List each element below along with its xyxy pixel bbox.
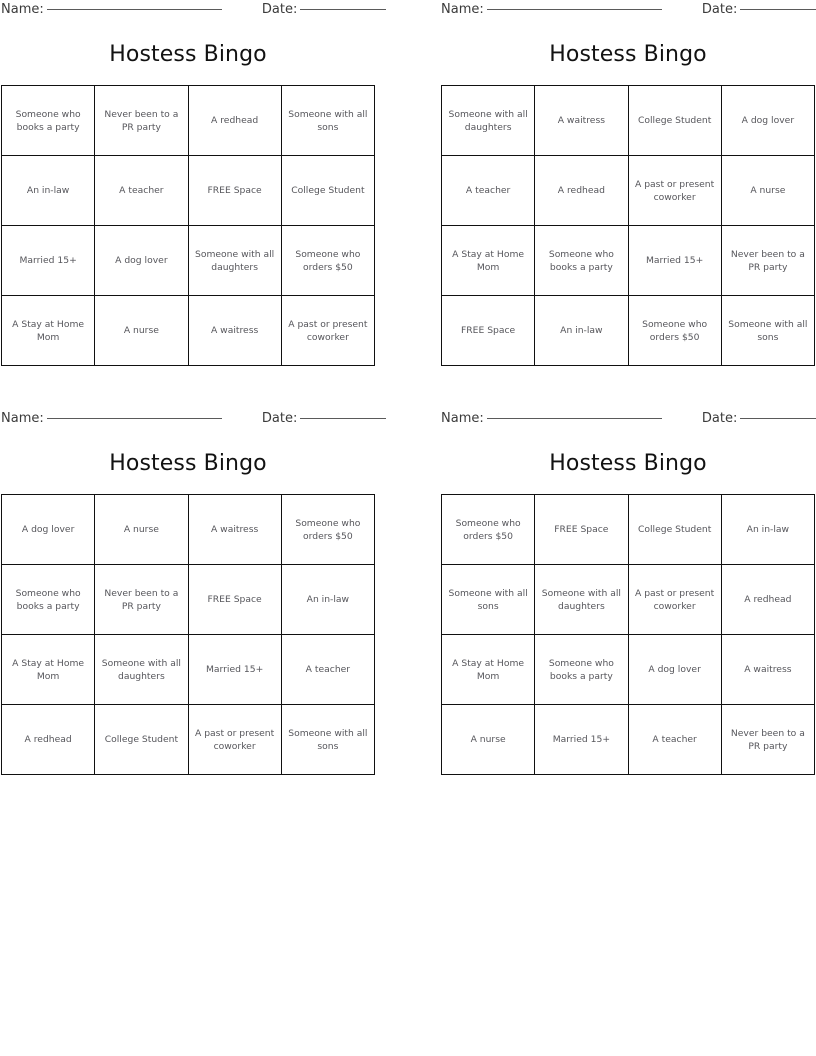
date-writing-line[interactable] [740, 9, 816, 10]
date-label: Date: [701, 411, 738, 426]
bingo-cell[interactable]: Someone with all daughters [535, 565, 628, 635]
bingo-cell[interactable]: Someone who books a party [535, 635, 628, 705]
bingo-cell[interactable]: A past or present coworker [628, 156, 721, 226]
bingo-cell[interactable]: An in-law [535, 296, 628, 366]
bingo-cell[interactable]: Someone with all sons [442, 565, 535, 635]
date-field[interactable] [702, 409, 816, 429]
table-row [442, 86, 815, 156]
bingo-cell[interactable]: A dog lover [721, 86, 814, 156]
card-title: Hostess Bingo [109, 42, 267, 67]
bingo-cell[interactable]: Married 15+ [188, 635, 281, 705]
bingo-cell[interactable]: Someone with all daughters [442, 86, 535, 156]
name-field[interactable] [1, 409, 222, 429]
bingo-card-4 [408, 409, 816, 752]
name-writing-line[interactable] [487, 418, 662, 419]
bingo-cell-free[interactable]: FREE Space [442, 296, 535, 366]
bingo-cell[interactable]: A nurse [721, 156, 814, 226]
bingo-cell[interactable]: A teacher [281, 635, 374, 705]
bingo-grid [441, 494, 815, 775]
bingo-cell[interactable]: A redhead [721, 565, 814, 635]
bingo-cell[interactable]: Someone who orders $50 [281, 226, 374, 296]
bingo-cell[interactable]: Someone with all daughters [95, 635, 188, 705]
bingo-cell[interactable]: A dog lover [2, 495, 95, 565]
name-writing-line[interactable] [47, 9, 222, 10]
date-writing-line[interactable] [300, 9, 386, 10]
bingo-cell[interactable]: A nurse [95, 495, 188, 565]
table-row [2, 86, 375, 156]
bingo-cell[interactable]: A past or present coworker [281, 296, 374, 366]
bingo-cell[interactable]: Someone with all sons [281, 705, 374, 775]
name-field[interactable] [1, 0, 222, 20]
bingo-cell[interactable]: Someone with all daughters [188, 226, 281, 296]
bingo-cell[interactable]: A dog lover [95, 226, 188, 296]
table-row [2, 226, 375, 296]
bingo-cell[interactable]: A Stay at Home Mom [442, 226, 535, 296]
name-date-row [0, 409, 408, 431]
bingo-cell[interactable]: Someone who orders $50 [628, 296, 721, 366]
card-title: Hostess Bingo [549, 451, 707, 476]
table-row [442, 156, 815, 226]
bingo-cell[interactable]: Someone with all sons [281, 86, 374, 156]
name-label: Name: [441, 411, 484, 426]
bingo-cell[interactable]: An in-law [2, 156, 95, 226]
bingo-cell[interactable]: Never been to a PR party [721, 705, 814, 775]
bingo-cell[interactable]: A waitress [721, 635, 814, 705]
bingo-cell[interactable]: College Student [95, 705, 188, 775]
date-field[interactable] [702, 0, 816, 20]
date-field[interactable] [262, 0, 386, 20]
date-writing-line[interactable] [740, 418, 816, 419]
bingo-cell[interactable]: A redhead [535, 156, 628, 226]
bingo-cell[interactable]: A teacher [442, 156, 535, 226]
bingo-cell[interactable]: Married 15+ [535, 705, 628, 775]
bingo-cell[interactable]: A Stay at Home Mom [2, 296, 95, 366]
bingo-cell[interactable]: A past or present coworker [188, 705, 281, 775]
bingo-cell-free[interactable]: FREE Space [535, 495, 628, 565]
bingo-cell[interactable]: An in-law [281, 565, 374, 635]
name-label: Name: [1, 411, 44, 426]
card-title: Hostess Bingo [549, 42, 707, 67]
table-row [442, 705, 815, 775]
table-row [442, 565, 815, 635]
card-title: Hostess Bingo [109, 451, 267, 476]
date-label: Date: [261, 411, 298, 426]
bingo-cell[interactable]: College Student [628, 495, 721, 565]
date-field[interactable] [262, 409, 386, 429]
bingo-cell[interactable]: A redhead [2, 705, 95, 775]
bingo-cell[interactable]: A waitress [535, 86, 628, 156]
table-row [2, 565, 375, 635]
bingo-grid [441, 85, 815, 366]
bingo-cell[interactable]: Someone with all sons [721, 296, 814, 366]
bingo-card-2 [408, 0, 816, 343]
bingo-card-1 [0, 0, 408, 343]
date-label: Date: [701, 2, 738, 17]
bingo-grid [1, 85, 375, 366]
bingo-cell[interactable]: College Student [281, 156, 374, 226]
bingo-cell[interactable]: A waitress [188, 495, 281, 565]
bingo-cell[interactable]: A nurse [442, 705, 535, 775]
name-writing-line[interactable] [487, 9, 662, 10]
table-row [2, 296, 375, 366]
bingo-cell[interactable]: Married 15+ [628, 226, 721, 296]
table-row [2, 156, 375, 226]
name-writing-line[interactable] [47, 418, 222, 419]
bingo-cell[interactable]: A Stay at Home Mom [2, 635, 95, 705]
bingo-grid [1, 494, 375, 775]
bingo-cell-free[interactable]: FREE Space [188, 156, 281, 226]
date-label: Date: [261, 2, 298, 17]
bingo-cell-free[interactable]: FREE Space [188, 565, 281, 635]
name-field[interactable] [441, 0, 662, 20]
bingo-cell[interactable]: A waitress [188, 296, 281, 366]
bingo-cell[interactable]: Someone who books a party [2, 86, 95, 156]
bingo-cell[interactable]: A teacher [95, 156, 188, 226]
bingo-cell[interactable]: Someone who books a party [535, 226, 628, 296]
table-row [442, 226, 815, 296]
bingo-cell[interactable]: Someone who orders $50 [281, 495, 374, 565]
table-row [2, 635, 375, 705]
name-field[interactable] [441, 409, 662, 429]
table-row [442, 495, 815, 565]
table-row [2, 495, 375, 565]
bingo-cell[interactable]: Never been to a PR party [721, 226, 814, 296]
bingo-cell[interactable]: A redhead [188, 86, 281, 156]
bingo-cell[interactable]: A dog lover [628, 635, 721, 705]
bingo-cell[interactable]: Someone who orders $50 [442, 495, 535, 565]
bingo-card-3 [0, 409, 408, 752]
bingo-cell[interactable]: A past or present coworker [628, 565, 721, 635]
bingo-cell[interactable]: Never been to a PR party [95, 565, 188, 635]
table-row [442, 635, 815, 705]
table-row [442, 296, 815, 366]
bingo-cell[interactable]: A teacher [628, 705, 721, 775]
bingo-cell[interactable]: Someone who books a party [2, 565, 95, 635]
bingo-cell[interactable]: A Stay at Home Mom [442, 635, 535, 705]
name-date-row [408, 409, 816, 431]
date-writing-line[interactable] [300, 418, 386, 419]
bingo-cell[interactable]: A nurse [95, 296, 188, 366]
bingo-cell[interactable]: An in-law [721, 495, 814, 565]
name-date-row [0, 0, 408, 22]
name-label: Name: [1, 2, 44, 17]
table-row [2, 705, 375, 775]
bingo-cell[interactable]: College Student [628, 86, 721, 156]
bingo-cell[interactable]: Never been to a PR party [95, 86, 188, 156]
bingo-cell[interactable]: Married 15+ [2, 226, 95, 296]
name-date-row [408, 0, 816, 22]
name-label: Name: [441, 2, 484, 17]
